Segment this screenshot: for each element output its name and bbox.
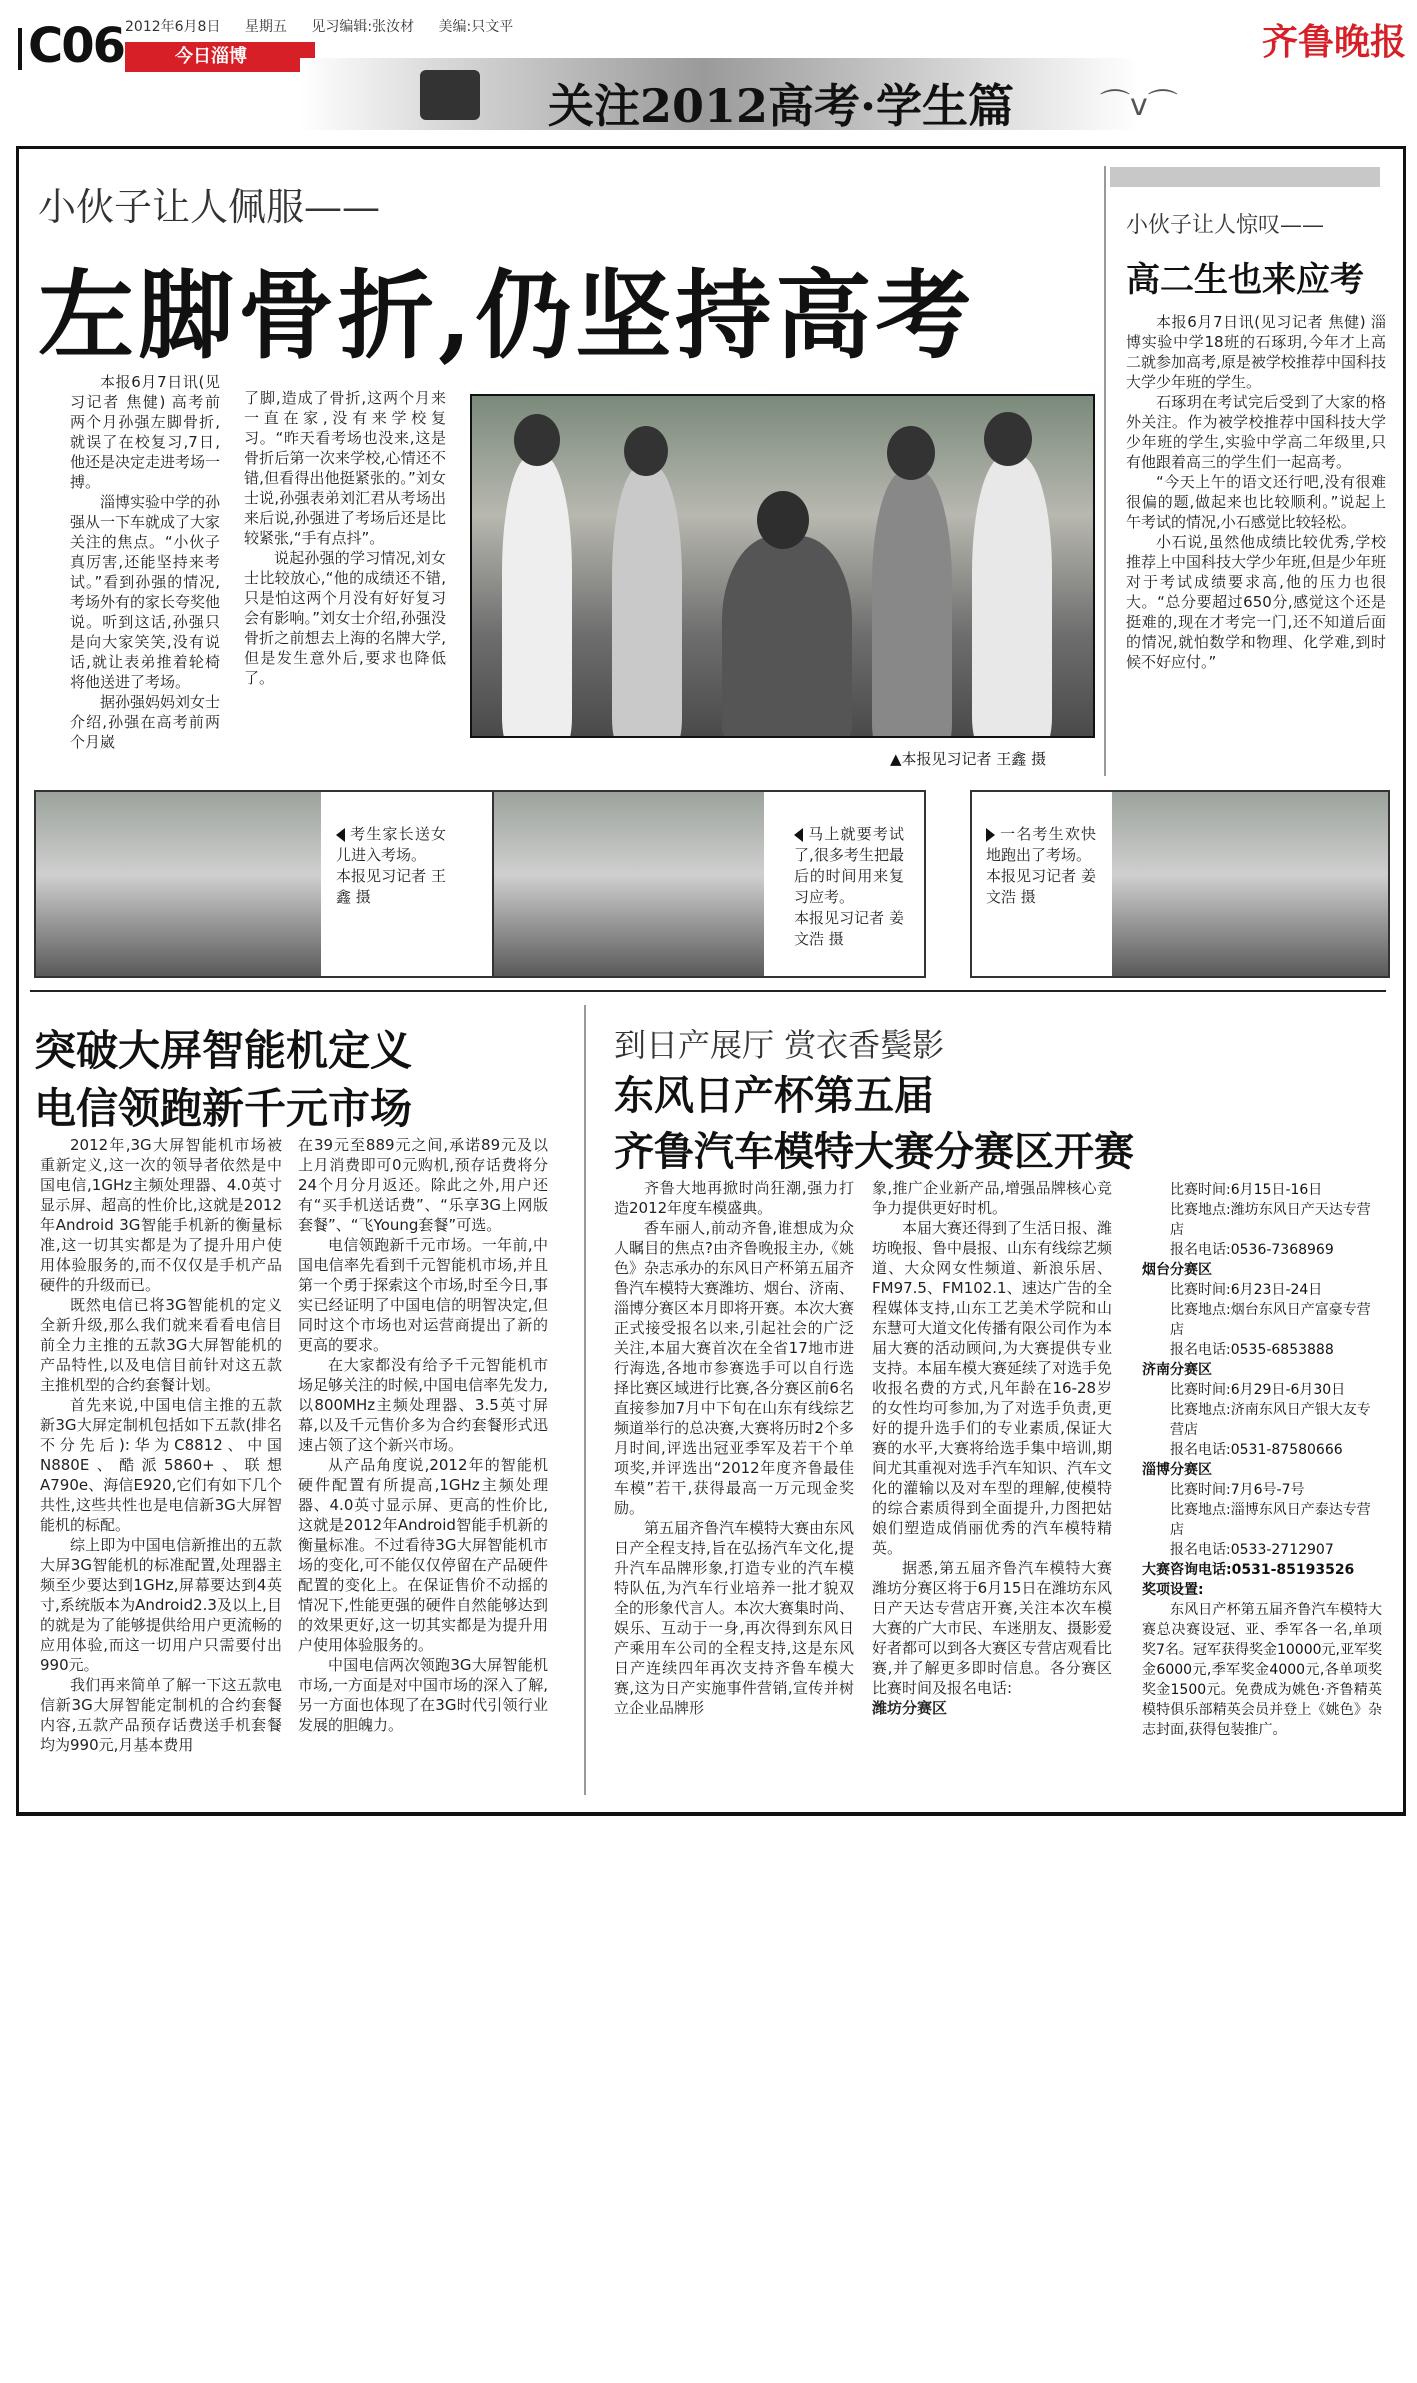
- schedule-line: 东风日产杯第五届齐鲁汽车模特大赛总决赛设冠、亚、季军各一名,单项奖7名。冠军获得奖金10000元,亚军奖金6000元,季军奖金4000元,各单项奖奖金1500元。免费成为姚色·齐鲁精英模特俱乐部精英会员并登上《姚色》杂志封面,获得包装推广。: [1142, 1602, 1382, 1738]
- seagull-icon: ⌒v⌒: [1100, 88, 1178, 123]
- photo-card-2: 马上就要考试了,很多考生把最后的时间用来复习应考。 本报见习记者 姜文浩 摄: [492, 790, 926, 978]
- main-headline: 左脚骨折,仍坚持高考: [38, 259, 976, 372]
- pointer-left-icon: [794, 828, 803, 842]
- photo-card-3: 一名考生欢快地跑出了考场。 本报见习记者 姜文浩 摄: [970, 790, 1390, 978]
- main-kicker: 小伙子让人佩服——: [38, 185, 381, 229]
- main-column-1: 本报6月7日讯(见习记者 焦健) 高考前两个月孙强左脚骨折,就误了在校复习,7日,他还是决定走进考场一搏。 淄博实验中学的孙强从一下车就成了大家关注的焦点。“小伙子真厉害,还能坚持来考试。”看到孙强的情况,考场外有的家长夸奖他说。听到这话,孙强只是向大家笑笑,没有说话,就让表弟推着轮椅将他送进了考场。 据孙强妈妈刘女士介绍,孙强在高考前两个月崴: [70, 373, 221, 751]
- main-column-2: 了脚,造成了骨折,这两个月来一直在家,没有来学校复习。“昨天看考场也没来,这是骨折后第一次来学校,心情还不错,但看得出他挺紧张的。”刘女士说,孙强表弟刘汇君从考场出来后说,孙强进了考场后还是比较紧张,“手有点抖”。 说起孙强的学习情况,刘女士比较放心,“他的成绩还不错,只是怕这两个月没有好好复习会有影响。”刘女士介绍,孙强没骨折之前想去上海的名牌大学,但是发生意外后,要求也降低了。: [244, 389, 446, 687]
- pointer-left-icon: [336, 828, 345, 842]
- header-info: [125, 16, 533, 36]
- sidebar-title: 高二生也来应考: [1126, 260, 1364, 300]
- schedule-line: 比赛地点:淄博东风日产泰达专营店: [1170, 1502, 1371, 1538]
- nissan-column-1: 齐鲁大地再掀时尚狂潮,强力打造2012年度车模盛典。 香车丽人,前动齐鲁,谁想成为众人瞩目的焦点?由齐鲁晚报主办,《姚色》杂志承办的东风日产杯第五届齐鲁汽车模特大赛潍坊、烟台、济南、淄博分赛区本月即将开赛。本次大赛正式接受报名以来,引起社会的广泛关注,本届大赛首次在全省17地市进行海选,各地市参赛选手可以自行选择比赛区域进行比赛,各分赛区前6名直接参加7月中下旬在山东有线综艺频道举行的总决赛,大赛将历时2个多月时间,评选出冠亚季军及若干个单项奖,并评选出“2012年度齐鲁最佳车模”若干,获得最高一万元现金奖励。 第五届齐鲁汽车模特大赛由东风日产全程支持,旨在弘扬汽车文化,提升汽车品牌形象,打造专业的汽车模特队伍,为汽车行业培养一批才貌双全的形象代言人。本次大赛集时尚、娱乐、互动于一身,再次得到东风日产乘用车公司的全程支持,这是东风日产连续四年再次支持齐鲁车模大赛,这为日产实施事件营销,宣传并树立企业品牌形: [614, 1179, 855, 1717]
- sidebar-header-bar: [1110, 167, 1380, 187]
- photo-1: [36, 792, 321, 976]
- graduation-cap-icon: [420, 70, 480, 120]
- designer: 美编:只文平: [438, 19, 514, 35]
- schedule-line: 比赛时间:6月23日-24日: [1170, 1282, 1323, 1298]
- schedule-line: 比赛时间:6月15日-16日: [1170, 1182, 1323, 1198]
- photo-card-1: 考生家长送女儿进入考场。 本报见习记者 王鑫 摄: [34, 790, 494, 978]
- photo-2: [494, 792, 764, 976]
- schedule-line: 报名电话:0536-7368969: [1170, 1242, 1334, 1258]
- sidebar-body: 本报6月7日讯(见习记者 焦健) 淄博实验中学18班的石琢玥,今年才上高二就参加高考,原是被学校推荐中国科技大学少年班的学生。 石琢玥在考试完后受到了大家的格外关注。作为被学校推荐中国科技大学少年班的学生,实验中学高二年级里,只有他跟着高三的学生们一起高考。 “今天上午的语文还行吧,没有很难很偏的题,做起来也比较顺利。”说起上午考试的情况,小石感觉比较轻松。 小石说,虽然他成绩比较优秀,学校推荐上中国科技大学少年班,但是少年班对于考试成绩要求高,他的压力也很大。“总分要超过650分,感觉这个还是挺难的,现在才考完一门,还不知道后面的情况,就怕数学和物理、化学难,到时候不好应付。”: [1126, 313, 1386, 671]
- main-photo-credit: ▲本报见习记者 王鑫 摄: [890, 750, 1047, 768]
- schedule-line: 比赛时间:7月6号-7号: [1170, 1482, 1305, 1498]
- nissan-kicker: 到日产展厅 赏衣香鬓影: [614, 1026, 945, 1064]
- schedule-line: 淄博分赛区: [1142, 1462, 1212, 1478]
- column-divider: [584, 1005, 586, 1795]
- schedule-line: 大赛咨询电话:0531-85193526: [1142, 1562, 1355, 1578]
- banner-title: 关注2012高考·学生篇: [548, 79, 1015, 133]
- nissan-schedule: [1142, 1180, 1382, 1740]
- telecom-headline: 突破大屏智能机定义 电信领跑新千元市场: [34, 1026, 413, 1133]
- telecom-column-2: 在39元至889元之间,承诺89元及以上月消费即可0元购机,预存话费将分24个月分月返还。除此之外,用户还有“买手机送话费”、“乐享3G上网版套餐”、“飞Young套餐”可选。 电信领跑新千元市场。一年前,中国电信率先看到千元智能机市场,并且第一个勇于探索这个市场,时至今日,事实已经证明了中国电信的明智决定,但同时这个市场也对运营商提出了新的更高的要求。 在大家都没有给予千元智能机市场足够关注的时候,中国电信率先发力,以800MHz主频处理器、3.5英寸屏幕,以及千元售价多为合约套餐形式迅速占领了这个新兴市场。 从产品角度说,2012年的智能机硬件配置有所提高,1GHz主频处理器、4.0英寸显示屏、更高的性价比,这就是2012年Android智能手机新的衡量标准。不过看待3G大屏智能机市场的变化,可不能仅仅停留在产品硬件配置的变化上。在保证售价不动摇的情况下,性能更强的硬件自然能够达到的效果更好,这一切其实都是为提升用户使用体验服务的。 中国电信两次领跑3G大屏智能机市场,一方面是对中国市场的深入了解,另一方面也体现了在3G时代引领行业发展的胆魄力。: [298, 1136, 548, 1734]
- section-divider: [30, 990, 1386, 992]
- weekday: 星期五: [244, 19, 287, 35]
- schedule-line: 奖项设置:: [1142, 1582, 1204, 1598]
- schedule-line: 报名电话:0531-87580666: [1170, 1442, 1343, 1458]
- date: 2012年6月8日: [125, 19, 221, 35]
- schedule-line: 报名电话:0535-6853888: [1170, 1342, 1334, 1358]
- telecom-column-1: 2012年,3G大屏智能机市场被重新定义,这一次的领导者依然是中国电信,1GHz主频处理器、4.0英寸显示屏、超高的性价比,这就是2012年Android 3G智能手机新的衡量标准,这一切其实都是为了提升用户使用体验服务的,而不仅仅是手机产品硬件的升级而已。 既然电信已将3G智能机的定义全新升级,那么我们就来看看电信目前全力主推的五款3G大屏智能机的产品特性,以及电信目前针对这五款主推机型的合约套餐计划。 首先来说,中国电信主推的五款新3G大屏定制机包括如下五款(排名不分先后):华为C8812、中国N880E、酷派5860+、联想A790e、海信E920,它们有如下几个共性,这些共性也是电信新3G大屏智能机的标配。 综上即为中国电信新推出的五款大屏3G智能机的标准配置,处理器主频至少要达到1GHz,屏幕要达到4英寸,系统版本为Android2.3及以上,目的就是为了能够提供给用户更流畅的应用体验,而这一切用户只需要付出990元。 我们再来简单了解一下这五款电信新3G大屏智能定制机的合约套餐内容,五款产品预存话费送手机套餐均为990元,月基本费用: [40, 1136, 282, 1754]
- main-photo: [470, 394, 1095, 738]
- photo-3: [1112, 792, 1388, 976]
- schedule-line: 烟台分赛区: [1142, 1262, 1212, 1278]
- newspaper-logo: 齐鲁晚报: [1262, 21, 1407, 63]
- schedule-line: 比赛时间:6月29日-6月30日: [1170, 1382, 1346, 1398]
- schedule-line: 济南分赛区: [1142, 1362, 1212, 1378]
- page-number: C06: [18, 18, 124, 74]
- pointer-right-icon: [986, 828, 995, 842]
- nissan-headline: 东风日产杯第五届 齐鲁汽车模特大赛分赛区开赛: [614, 1072, 1134, 1175]
- section-tab[interactable]: 今日淄博: [125, 42, 315, 72]
- bottom-rule: [16, 1812, 1406, 1814]
- editor: 见习编辑:张汝材: [311, 19, 415, 35]
- schedule-line: 比赛地点:潍坊东风日产天达专营店: [1170, 1202, 1371, 1238]
- schedule-line: 比赛地点:济南东风日产银大友专营店: [1170, 1402, 1371, 1438]
- nissan-column-2: 象,推广企业新产品,增强品牌核心竞争力提供更好时机。 本届大赛还得到了生活日报、潍坊晚报、鲁中晨报、山东有线综艺频道、大众网女性频道、新浪乐居、FM97.5、FM102.1、速达广告的全程媒体支持,山东工艺美术学院和山东慧可大道文化传播有限公司作为本届大赛的活动顾问,为大赛提供专业支持。本届车模大赛延续了对选手免收报名费的方式,凡年龄在16-28岁的女性均可参加,为了对选手负责,更好的提升选手们的专业素质,保证大赛的水平,大赛将给选手集中培训,期间尤其重视对选手汽车知识、汽车文化的灌输以及对车型的理解,使模特的综合素质得到全面提升,力图把姑娘们塑造成俏丽优秀的汽车模特精英。 据悉,第五届齐鲁汽车模特大赛潍坊分赛区将于6月15日在潍坊东风日产天达专营店开赛,关注本次车模大赛的广大市民、车迷朋友、摄影爱好者都可以到各大赛区专营店观看比赛,并了解更多即时信息。各分赛区比赛时间及报名电话: 潍坊分赛区: [872, 1179, 1113, 1717]
- sidebar-divider: [1104, 166, 1106, 776]
- schedule-line: 比赛地点:烟台东风日产富豪专营店: [1170, 1302, 1371, 1338]
- sidebar-kicker: 小伙子让人惊叹——: [1126, 213, 1325, 238]
- schedule-line: 报名电话:0533-2712907: [1170, 1542, 1334, 1558]
